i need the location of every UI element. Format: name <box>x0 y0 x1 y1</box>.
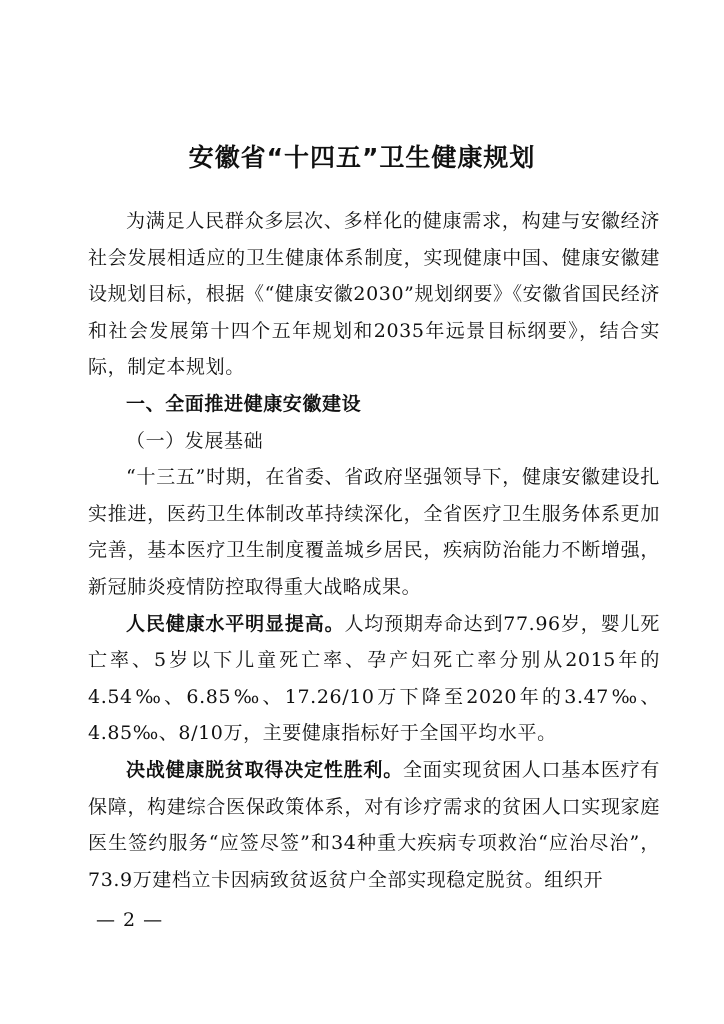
page-number: — 2 — <box>96 909 164 931</box>
health-level-text: 人均预期寿命达到77.96岁，婴儿死亡率、5岁以下儿童死亡率、孕产妇死亡率分别从2015年的4.54‰、6.85‰、17.26/10万下降至2020年的3.47‰、4.85‰、8/10万，主要健康指标好于全国平均水平。 <box>88 612 660 745</box>
poverty-lead: 决战健康脱贫取得决定性胜利。 <box>126 758 403 781</box>
health-level-lead: 人民健康水平明显提高。 <box>126 612 345 635</box>
subsection-heading: （一）发展基础 <box>126 429 264 452</box>
document-body <box>88 203 660 898</box>
section-heading: 一、全面推进健康安徽建设 <box>126 392 362 415</box>
document-title: 安徽省“十四五”卫生健康规划 <box>188 143 536 172</box>
health-level-paragraph <box>88 606 660 752</box>
poverty-text: 全面实现贫困人口基本医疗有保障，构建综合医保政策体系，对有诊疗需求的贫困人口实现家庭医生签约服务“应签尽签”和34种重大疾病专项救治“应治尽治”，73.9万建档立卡因病致贫返贫户全部实现稳定脱贫。组织开 <box>88 758 660 891</box>
intro-paragraph: 为满足人民群众多层次、多样化的健康需求，构建与安徽经济社会发展相适应的卫生健康体系制度，实现健康中国、健康安徽建设规划目标，根据《“健康安徽2030”规划纲要》《安徽省国民经济和社会发展第十四个五年规划和2035年远景目标纲要》，结合实际，制定本规划。 <box>88 210 660 379</box>
basis-paragraph: “十三五”时期，在省委、省政府坚强领导下，健康安徽建设扎实推进，医药卫生体制改革持续深化，全省医疗卫生服务体系更加完善，基本医疗卫生制度覆盖城乡居民，疾病防治能力不断增强，新冠肺炎疫情防控取得重大战略成果。 <box>88 466 660 598</box>
poverty-paragraph <box>88 752 660 898</box>
